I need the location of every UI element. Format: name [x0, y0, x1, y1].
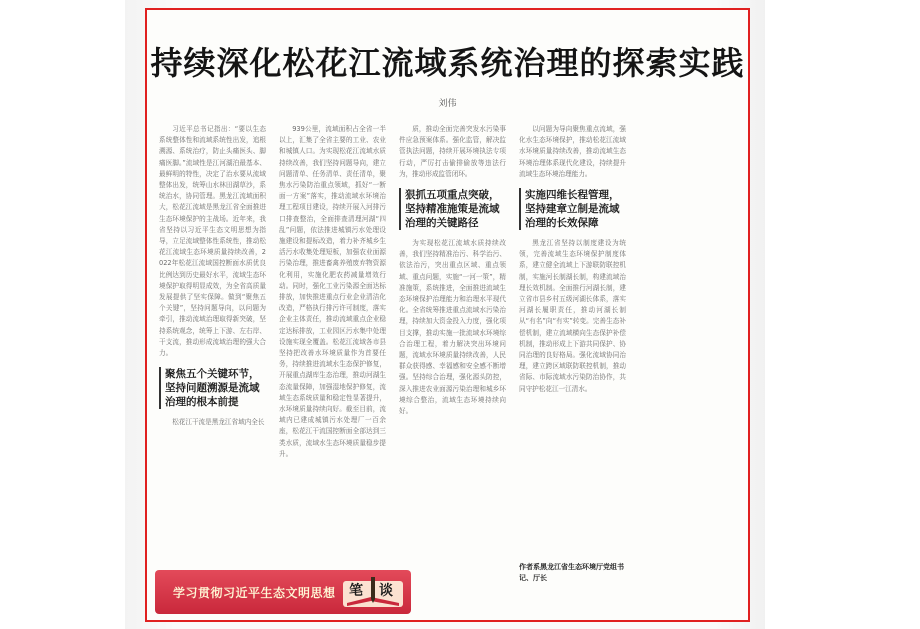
article-headline: 持续深化松花江流域系统治理的探索实践 [150, 44, 745, 82]
article-byline: 刘伟 [438, 99, 457, 109]
article-column-3 [399, 124, 506, 614]
badge-char-1: 笔 [349, 583, 363, 599]
section-subhead: 聚焦五个关键环节，坚持问题溯源是流域治理的根本前提 [159, 367, 266, 409]
article-column-2 [279, 124, 386, 614]
column-paragraph: 以问题为导向聚焦重点流域，强化水生态环境保护，推动松花江流域水环境质量持续改善，推动流域生态环境治理体系现代化建设，持续提升流域生态环境治理能力。 [519, 125, 626, 178]
article-column-4 [519, 124, 626, 614]
article-clipping [145, 8, 750, 622]
column-paragraph: 939公里，流域面积占全省一半以上，汇集了全省主要的工业、农业和城镇人口。为实现松花江流域水质持续改善，我们坚持问题导向，建立问题清单、任务清单、责任清单，聚焦水污染防治重点领域，抓好“一断面一方案”落实，推动流域水环境治理工程项目建设，持续开展入河排污口排查整治，全面排查清理河湖“四乱”问题，依法推进城镇污水处理设施建设和提标改造，着力补齐城乡生活污水收集处理短板，加强农业面源污染治理，推进畜禽养殖废弃物资源化利用，实施化肥农药减量增效行动。同时，强化工业污染源全面达标排放，加快推进重点行业企业清洁化改造，严格执行排污许可制度，落实企业主体责任，推动流域重点企业稳定达标排放，工业园区污水集中处理设施实现全覆盖。松花江流域各市县坚持把改善水环境质量作为首要任务，持续推进流域水生态保护修复，开展重点湖库生态治理，推动河湖生态流量保障，加强湿地保护修复，流域生态系统质量和稳定性显著提升，水环境质量持续向好。截至目前，流域内已建成城镇污水处理厂一百余座，松花江干流国控断面全部达到三类水质，流域水生态环境质量稳步提升。 [279, 125, 386, 458]
column-paragraph: 为实现松花江流域水质持续改善，我们坚持精准治污、科学治污、依法治污，突出重点区域、重点领域、重点问题，实施“一河一策”，精准施策，系统推进，全面推进流域生态环境保护治理能力和治理水平现代化。全省统筹推进重点流域水污染治理，持续加大资金投入力度，强化项目支撑，推动实施一批流域水环境综合治理工程，着力解决突出环境问题，流域水环境质量持续改善，人民群众获得感、幸福感和安全感不断增强。坚持综合治理，强化源头防控，深入推进农业面源污染治理和城乡环境综合整治，流域生态环境持续向好。 [399, 239, 506, 416]
section-subhead: 实施四维长程管理，坚持建章立制是流域治理的长效保障 [519, 188, 626, 230]
article-column-1 [159, 124, 266, 614]
author-note: 作者系黑龙江省生态环境厅党组书记、厅长 [519, 563, 624, 583]
column-paragraph: 质，推动全面完善突发水污染事件应急预案体系。强化监管，解决监管执法问题，持续开展环境执法专项行动，严厉打击偷排偷放等违法行为，推动形成监管闭环。 [399, 125, 506, 178]
column-paragraph: 习近平总书记指出：“要以生态系统整体性和流域系统性出发，追根溯源、系统治疗，防止头痛医头、脚痛医脚。”流域性是江河湖泊最基本、最鲜明的特性，决定了治水要从流域整体出发，统筹山水林田湖草沙，系统治水，协同管理。黑龙江流域面积大，松花江流域是黑龙江省全面推进生态环境保护的主战场。近年来，我省坚持以习近平生态文明思想为指导，立足流域整体性系统性，推动松花江流域生态环境质量持续改善，2022年松花江流域国控断面水质优良比例达到历史最好水平，流域生态环境保护取得明显成效，为全省高质量发展提供了坚实保障。做到“聚焦五个关键”，坚持问题导向，以问题为牵引，推动流域治理取得新突破，坚持系统观念，统筹上下游、左右岸、干支流，推动形成流域治理的强大合力。 [159, 125, 266, 358]
pen-book-icon [341, 573, 405, 611]
banner-text: 学习贯彻习近平生态文明思想 [173, 586, 336, 600]
badge-char-2: 谈 [379, 583, 393, 599]
column-banner [155, 570, 411, 614]
column-paragraph: 黑龙江省坚持以制度建设为统领，完善流域生态环境保护制度体系，建立健全流域上下游联防联控机制，实施河长制湖长制，构建流域治理长效机制。全面推行河湖长制，建立省市县乡村五级河湖长体系，落实河湖长履职责任，推动河湖长制从“有名”向“有实”转变。完善生态补偿机制，建立流域横向生态保护补偿机制，推动形成上下游共同保护、协同治理的良好格局。强化流域协同治理，建立跨区域联防联控机制，推动省际、市际流域水污染防治协作，共同守护松花江一江清水。 [519, 239, 626, 393]
section-subhead: 狠抓五项重点突破，坚持精准施策是流域治理的关键路径 [399, 188, 506, 230]
pen-book-logo [341, 573, 405, 611]
column-paragraph: 松花江干流是黑龙江省域内全长 [172, 418, 265, 427]
